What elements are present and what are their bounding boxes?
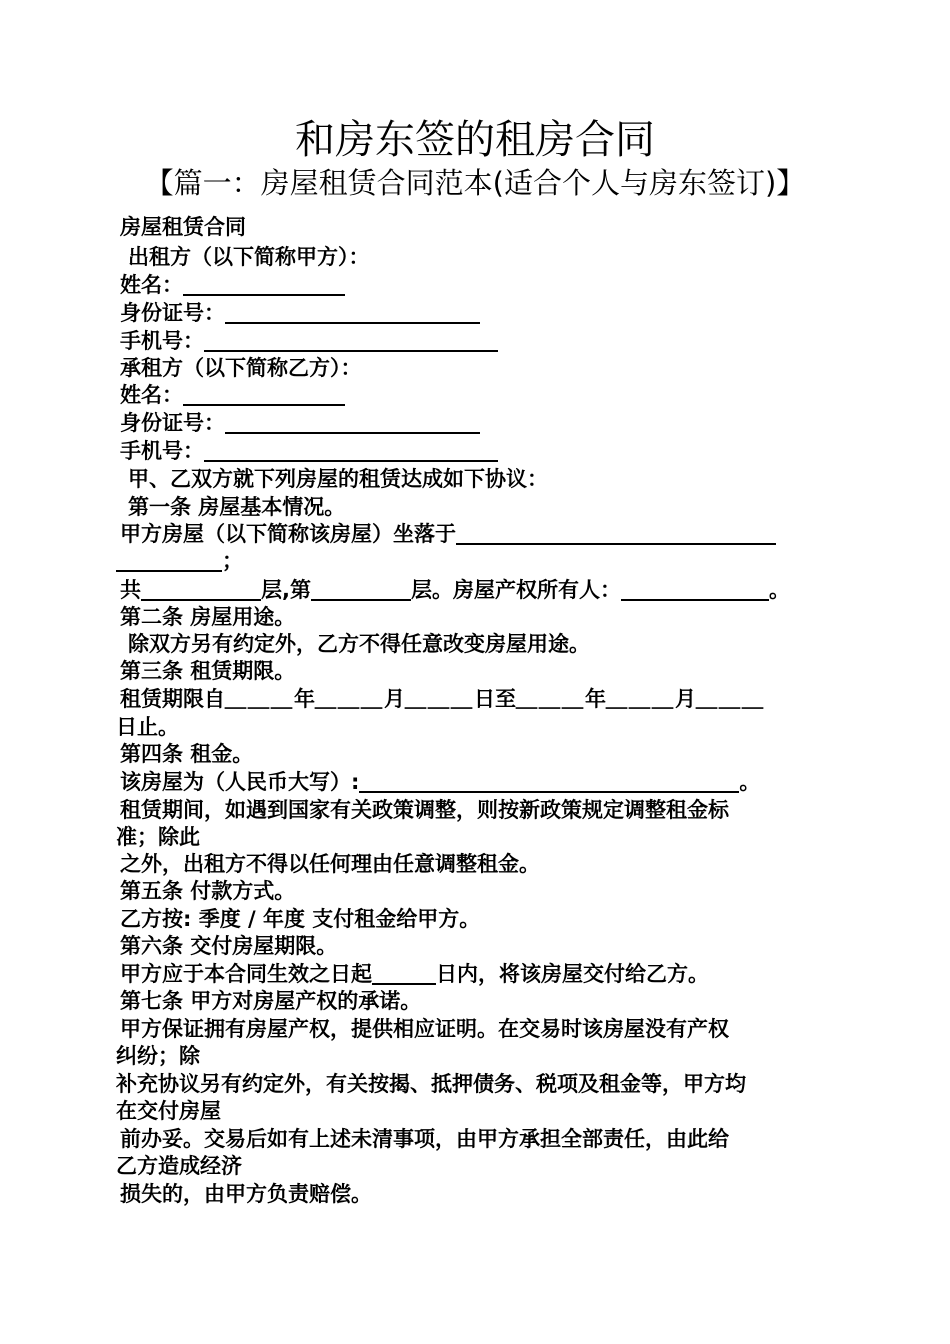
article-4-body-1: 租赁期间，如遇到国家有关政策调整，则按新政策规定调整租金标 bbox=[120, 798, 729, 822]
day-blank: ＿＿＿ bbox=[405, 687, 474, 711]
floor-owner-line bbox=[120, 577, 790, 603]
lessee-name-blank bbox=[183, 384, 345, 406]
text-segment: 层,第 bbox=[261, 578, 311, 602]
article-5-heading: 第五条 付款方式。 bbox=[120, 879, 296, 903]
field-label: 姓名： bbox=[120, 383, 183, 407]
article-7-body-2: 纠纷；除 bbox=[116, 1044, 200, 1068]
article-2-body: 除双方另有约定外，乙方不得任意改变房屋用途。 bbox=[128, 632, 590, 656]
location-blank bbox=[456, 523, 776, 545]
total-floors-blank bbox=[141, 579, 261, 601]
text-segment: 年 bbox=[585, 687, 606, 711]
field-label: 身份证号： bbox=[120, 411, 225, 435]
text-segment: 月 bbox=[675, 687, 696, 711]
document-title: 和房东签的租房合同 bbox=[295, 117, 655, 163]
article-7-body-6: 乙方造成经济 bbox=[116, 1154, 242, 1178]
field-label: 甲方房屋（以下简称该房屋）坐落于 bbox=[120, 522, 456, 546]
month-blank: ＿＿＿ bbox=[315, 687, 384, 711]
lessee-heading: 承租方（以下简称乙方）： bbox=[120, 356, 362, 380]
article-5-body: 乙方按: 季度 / 年度 支付租金给甲方。 bbox=[120, 907, 481, 931]
field-label: 姓名： bbox=[120, 273, 183, 297]
end-day-blank: ＿＿＿ bbox=[696, 687, 765, 711]
location-blank-cont bbox=[116, 550, 222, 572]
lessor-phone-line bbox=[120, 328, 498, 354]
text-segment: 甲方应于本合同生效之日起 bbox=[120, 962, 372, 986]
rent-amount-line bbox=[120, 769, 760, 795]
semicolon: ； bbox=[222, 549, 243, 573]
property-location-line bbox=[120, 521, 776, 547]
text-segment: 。 bbox=[739, 770, 761, 794]
article-3-heading: 第三条 租赁期限。 bbox=[120, 659, 296, 683]
text-segment: 层。房屋产权所有人： bbox=[410, 578, 621, 602]
lease-term-line bbox=[120, 686, 765, 712]
field-label: 手机号： bbox=[120, 329, 204, 353]
lessor-phone-blank bbox=[204, 330, 498, 352]
article-1-heading: 第一条 房屋基本情况。 bbox=[128, 495, 346, 519]
text-segment: 。 bbox=[768, 578, 790, 602]
document-subtitle: 【篇一：房屋租赁合同范本(适合个人与房东签订)】 bbox=[144, 166, 806, 200]
end-month-blank: ＿＿＿ bbox=[606, 687, 675, 711]
lessor-name-blank bbox=[183, 274, 345, 296]
lessor-id-line bbox=[120, 300, 480, 326]
property-location-cont bbox=[116, 548, 243, 574]
contract-heading: 房屋租赁合同 bbox=[120, 215, 246, 239]
text-segment: 共 bbox=[120, 578, 141, 602]
article-4-body-3: 之外，出租方不得以任何理由任意调整租金。 bbox=[120, 852, 540, 876]
article-7-body-5: 前办妥。交易后如有上述未清事项，由甲方承担全部责任，由此给 bbox=[120, 1127, 729, 1151]
lessor-id-blank bbox=[225, 302, 480, 324]
article-7-heading: 第七条 甲方对房屋产权的承诺。 bbox=[120, 989, 422, 1013]
article-4-body-2: 准；除此 bbox=[116, 825, 200, 849]
floor-number-blank bbox=[311, 579, 411, 601]
text-segment: 日至 bbox=[474, 687, 516, 711]
end-year-blank: ＿＿＿ bbox=[516, 687, 585, 711]
field-label: 身份证号： bbox=[120, 301, 225, 325]
lessee-id-blank bbox=[225, 412, 480, 434]
lessor-name-line bbox=[120, 272, 345, 298]
rent-amount-blank bbox=[359, 771, 739, 793]
article-2-heading: 第二条 房屋用途。 bbox=[120, 605, 296, 629]
article-6-body bbox=[120, 961, 709, 987]
text-segment: 年 bbox=[294, 687, 315, 711]
days-blank bbox=[372, 963, 436, 985]
article-6-heading: 第六条 交付房屋期限。 bbox=[120, 934, 338, 958]
article-7-body-1: 甲方保证拥有房屋产权，提供相应证明。在交易时该房屋没有产权 bbox=[120, 1017, 729, 1041]
article-7-body-3: 补充协议另有约定外，有关按揭、抵押债务、税项及租金等，甲方均 bbox=[116, 1072, 746, 1096]
text-segment: 租赁期限自 bbox=[120, 687, 225, 711]
owner-blank bbox=[621, 579, 769, 601]
field-label: 手机号： bbox=[120, 439, 204, 463]
text-segment: 该房屋为（人民币大写）: bbox=[120, 770, 360, 794]
text-segment: 月 bbox=[384, 687, 405, 711]
article-7-body-7: 损失的，由甲方负责赔偿。 bbox=[120, 1182, 372, 1206]
lessee-id-line bbox=[120, 410, 480, 436]
article-7-body-4: 在交付房屋 bbox=[116, 1099, 221, 1123]
lessee-name-line bbox=[120, 382, 345, 408]
article-4-heading: 第四条 租金。 bbox=[120, 742, 254, 766]
lessor-heading: 出租方（以下简称甲方）： bbox=[128, 245, 370, 269]
text-segment: 日内，将该房屋交付给乙方。 bbox=[436, 962, 709, 986]
agreement-intro: 甲、乙双方就下列房屋的租赁达成如下协议： bbox=[128, 467, 548, 491]
lease-term-end: 日止。 bbox=[116, 715, 179, 739]
lessee-phone-blank bbox=[204, 440, 498, 462]
year-blank: ＿＿＿ bbox=[225, 687, 294, 711]
lessee-phone-line bbox=[120, 438, 498, 464]
